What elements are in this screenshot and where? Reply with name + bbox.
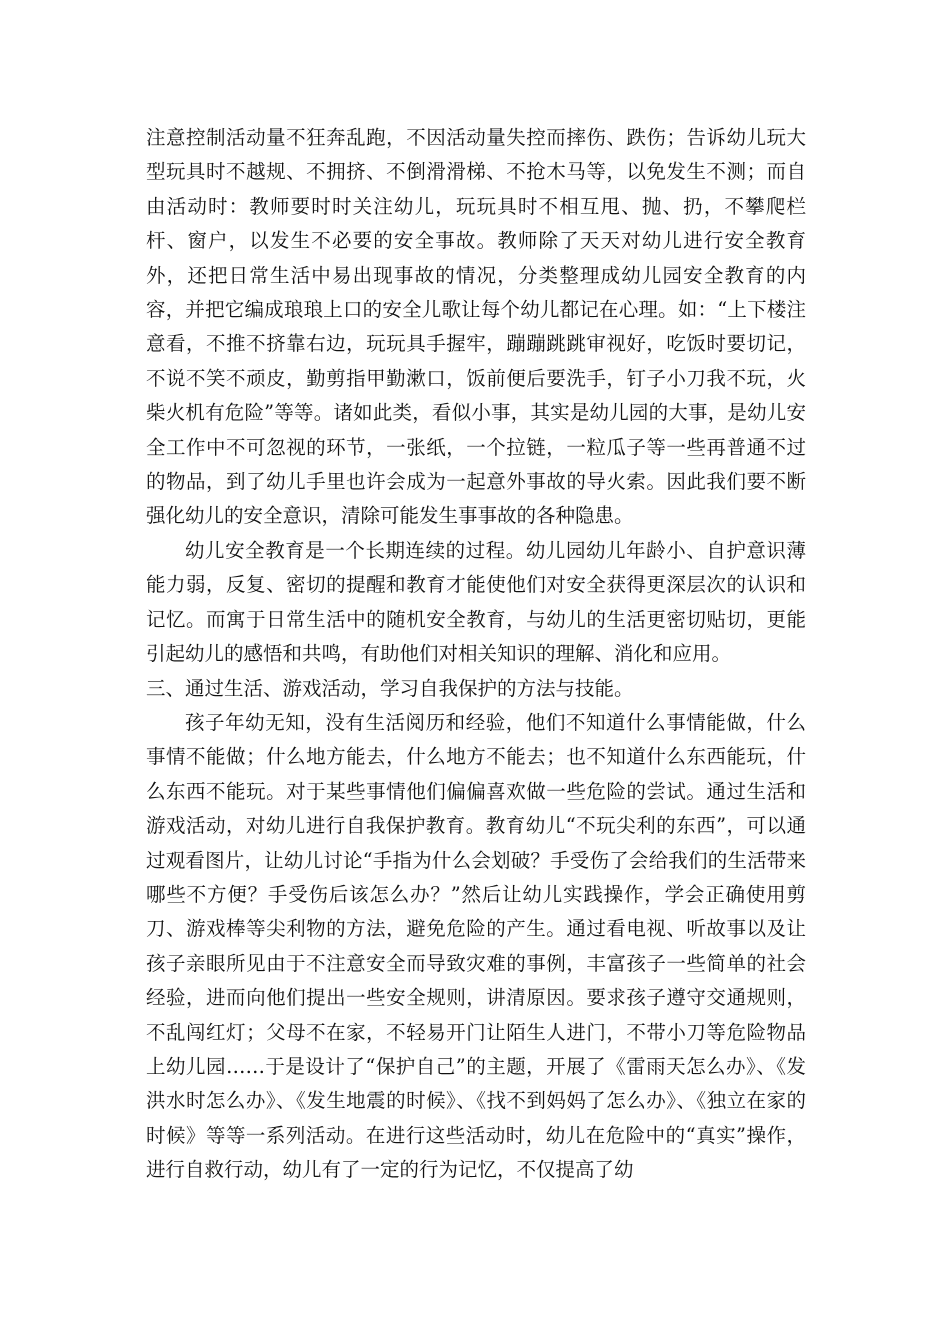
paragraph-continuation: 注意控制活动量不狂奔乱跑，不因活动量失控而摔伤、跌伤；告诉幼儿玩大型玩具时不越规、不拥挤、不倒滑滑梯、不抢木马等，以免发生不测；而自 由活动时：教师要时时关注幼儿，玩玩具时不相互甩、抛、扔，不攀爬栏杆、窗户，以发生不必要的安全事故。教师除了天天对幼儿进行安全教育外，还把日常生活中易出现事故的情况，分类整理成幼儿园安全教育的内容，并把它编成琅琅上口的安全儿歌让每个幼儿都记在心理。如：“上下楼注意看，不推不挤靠右边，玩玩具手握牢，蹦蹦跳跳审视好，吃饭时要切记，不说不笑不顽皮，勤剪指甲勤漱口，饭前便后要洗手，钉子小刀我不玩，火柴火机有危险”等等。诸如此类，看似小事，其实是幼儿园的大事，是幼儿安全工作中不可忽视的环节，一张纸，一个拉链，一粒瓜子等一些再普通不过的物品，到了幼儿手里也许会成为一起意外事故的导火索。因此我们要不断强化幼儿的安全意识，清除可能发生事事故的各种隐患。 [146,126,806,528]
document-body [146,121,806,1188]
paragraph-self-protection: 孩子年幼无知，没有生活阅历和经验，他们不知道什么事情能做，什么事情不能做；什么地方能去，什么地方不能去；也不知道什么东西能玩，什么东西不能玩。对于某些事情他们偏偏喜欢做一些危险的尝试。通过生活和游戏活动，对幼儿进行自我保护教育。教育幼儿“不玩尖利的东西”，可以通过观看图片，让幼儿讨论“手指为什么会划破？手受伤了会给我们的生活带来哪些不方便？手受伤后该怎么办？”然后让幼儿实践操作，学会正确使用剪刀、游戏棒等尖利物的方法，避免危险的产生。通过看电视、听故事以及让孩子亲眼所见由于不注意安全而导致灾难的事例，丰富孩子一些简单的社会经验，进而向他们提出一些安全规则，讲清原因。要求孩子遵守交通规则，不乱闯红灯；父母不在家，不轻易开门让陌生人进门，不带小刀等危险物品上幼儿园……于是设计了“保护自己”的主题，开展了《雷雨天怎么办》、《发洪水时怎么办》、《发生地震的时候》、《找不到妈妈了怎么办》、《独立在家的时候》等等一系列活动。在进行这些活动时，幼儿在危险中的“真实”操作，进行自救行动，幼儿有了一定的行为记忆，不仅提高了幼 [146,710,806,1182]
paragraph-safety-education-process: 幼儿安全教育是一个长期连续的过程。幼儿园幼儿年龄小、自护意识薄能力弱，反复、密切的提醒和教育才能使他们对安全获得更深层次的认识和记忆。而寓于日常生活中的随机安全教育，与幼儿的生活更密切贴切，更能引起幼儿的感悟和共鸣，有助他们对相关知识的理解、消化和应用。 [146,538,806,666]
section-heading-3: 三、通过生活、游戏活动，学习自我保护的方法与技能。 [146,676,634,700]
